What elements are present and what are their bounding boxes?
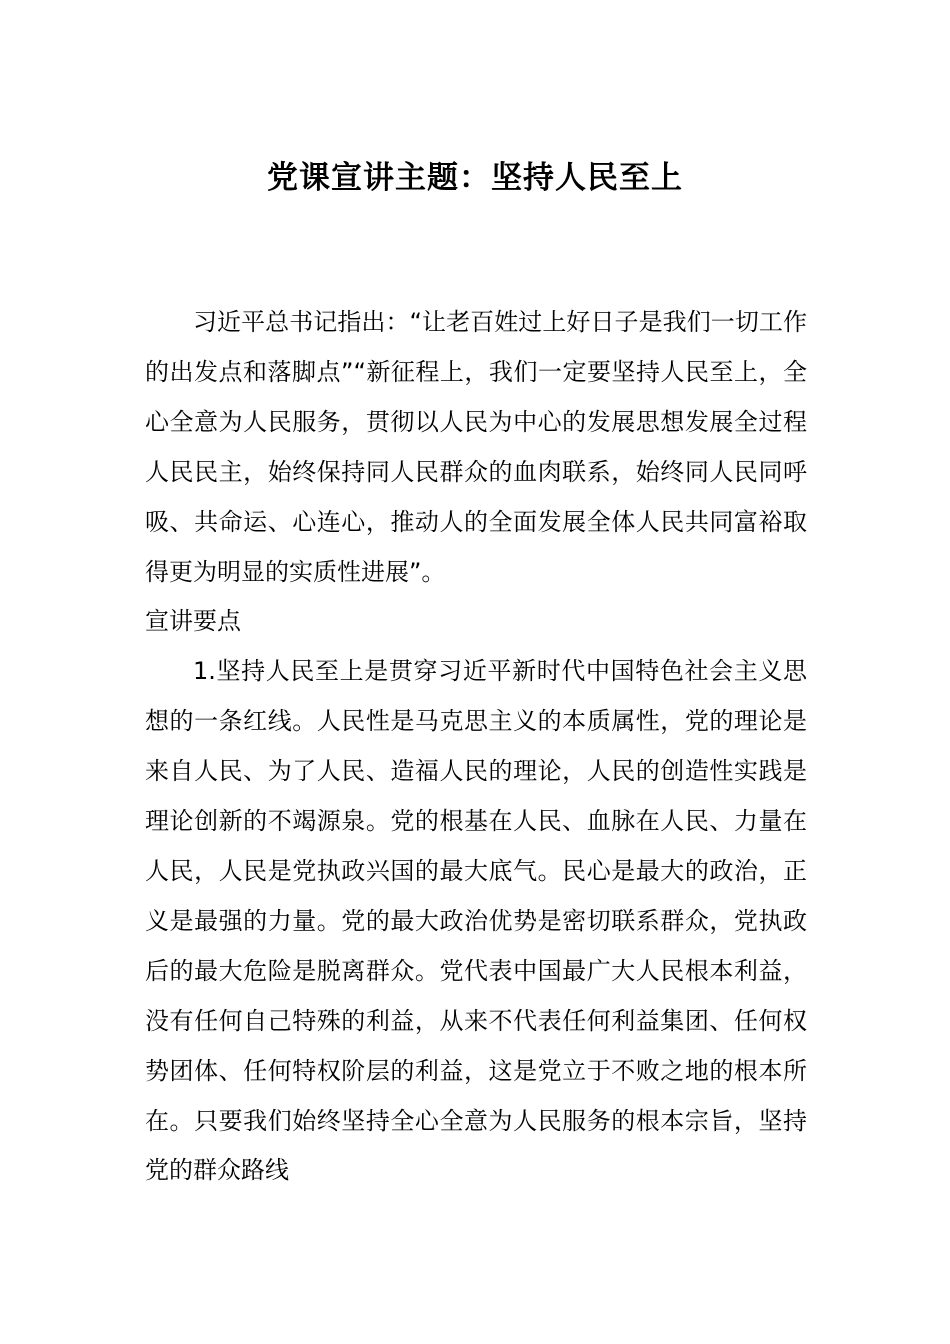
intro-paragraph: 习近平总书记指出：“让老百姓过上好日子是我们一切工作的出发点和落脚点”“新征程上，我们一定要坚持人民至上，全心全意为人民服务，贯彻以人民为中心的发展思想发展全过程人民民主，始终保持同人民群众的血肉联系，始终同人民同呼吸、共命运、心连心，推动人的全面发展全体人民共同富裕取得更为明显的实质性进展”。	[145, 308, 807, 586]
document-body	[145, 298, 807, 1196]
point-paragraph-1: 1.坚持人民至上是贯穿习近平新时代中国特色社会主义思想的一条红线。人民性是马克思主义的本质属性，党的理论是来自人民、为了人民、造福人民的理论，人民的创造性实践是理论创新的不竭源泉。党的根基在人民、血脉在人民、力量在人民，人民是党执政兴国的最大底气。民心是最大的政治，正义是最强的力量。党的最大政治优势是密切联系群众，党执政后的最大危险是脱离群众。党代表中国最广大人民根本利益，没有任何自己特殊的利益，从来不代表任何利益集团、任何权势团体、任何特权阶层的利益，这是党立于不败之地的根本所在。只要我们始终坚持全心全意为人民服务的根本宗旨，坚持党的群众路线	[145, 657, 807, 1185]
section-heading: 宣讲要点	[145, 607, 241, 636]
document-title: 党课宣讲主题：坚持人民至上	[267, 160, 683, 196]
